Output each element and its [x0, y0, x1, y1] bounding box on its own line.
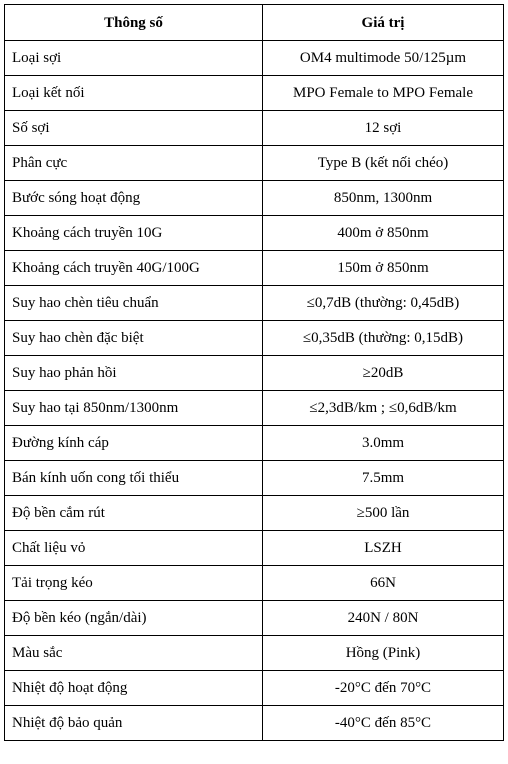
table-row [5, 181, 504, 216]
value-cell: OM4 multimode 50/125µm [263, 41, 504, 76]
table-row [5, 41, 504, 76]
table-row [5, 76, 504, 111]
value-cell: ≤2,3dB/km ; ≤0,6dB/km [263, 391, 504, 426]
value-cell: 12 sợi [263, 111, 504, 146]
param-cell: Chất liệu vỏ [5, 531, 263, 566]
param-cell: Đường kính cáp [5, 426, 263, 461]
param-cell: Khoảng cách truyền 10G [5, 216, 263, 251]
param-cell: Màu sắc [5, 636, 263, 671]
table-row [5, 531, 504, 566]
table-row [5, 146, 504, 181]
value-cell: 3.0mm [263, 426, 504, 461]
table-row [5, 636, 504, 671]
value-cell: ≥20dB [263, 356, 504, 391]
table-row [5, 461, 504, 496]
header-parameter: Thông số [5, 5, 263, 41]
table-row [5, 286, 504, 321]
value-cell: Hồng (Pink) [263, 636, 504, 671]
param-cell: Suy hao chèn tiêu chuẩn [5, 286, 263, 321]
value-cell: 7.5mm [263, 461, 504, 496]
param-cell: Suy hao chèn đặc biệt [5, 321, 263, 356]
param-cell: Độ bền kéo (ngắn/dài) [5, 601, 263, 636]
param-cell: Số sợi [5, 111, 263, 146]
value-cell: 400m ở 850nm [263, 216, 504, 251]
param-cell: Phân cực [5, 146, 263, 181]
table-row [5, 671, 504, 706]
value-cell: ≤0,7dB (thường: 0,45dB) [263, 286, 504, 321]
param-cell: Khoảng cách truyền 40G/100G [5, 251, 263, 286]
param-cell: Độ bền cắm rút [5, 496, 263, 531]
value-cell: -20°C đến 70°C [263, 671, 504, 706]
value-cell: 850nm, 1300nm [263, 181, 504, 216]
spec-table [4, 4, 504, 741]
table-row [5, 706, 504, 741]
param-cell: Suy hao phản hồi [5, 356, 263, 391]
header-value: Giá trị [263, 5, 504, 41]
table-row [5, 566, 504, 601]
param-cell: Bán kính uốn cong tối thiểu [5, 461, 263, 496]
value-cell: 150m ở 850nm [263, 251, 504, 286]
table-row [5, 496, 504, 531]
table-row [5, 356, 504, 391]
value-cell: ≥500 lần [263, 496, 504, 531]
table-row [5, 251, 504, 286]
table-row [5, 321, 504, 356]
value-cell: -40°C đến 85°C [263, 706, 504, 741]
table-row [5, 111, 504, 146]
value-cell: 240N / 80N [263, 601, 504, 636]
value-cell: MPO Female to MPO Female [263, 76, 504, 111]
table-row [5, 601, 504, 636]
table-row [5, 426, 504, 461]
value-cell: ≤0,35dB (thường: 0,15dB) [263, 321, 504, 356]
table-row [5, 216, 504, 251]
value-cell: LSZH [263, 531, 504, 566]
param-cell: Nhiệt độ bảo quản [5, 706, 263, 741]
param-cell: Loại kết nối [5, 76, 263, 111]
param-cell: Loại sợi [5, 41, 263, 76]
table-header-row [5, 5, 504, 41]
value-cell: 66N [263, 566, 504, 601]
table-row [5, 391, 504, 426]
param-cell: Tải trọng kéo [5, 566, 263, 601]
param-cell: Suy hao tại 850nm/1300nm [5, 391, 263, 426]
param-cell: Nhiệt độ hoạt động [5, 671, 263, 706]
param-cell: Bước sóng hoạt động [5, 181, 263, 216]
value-cell: Type B (kết nối chéo) [263, 146, 504, 181]
